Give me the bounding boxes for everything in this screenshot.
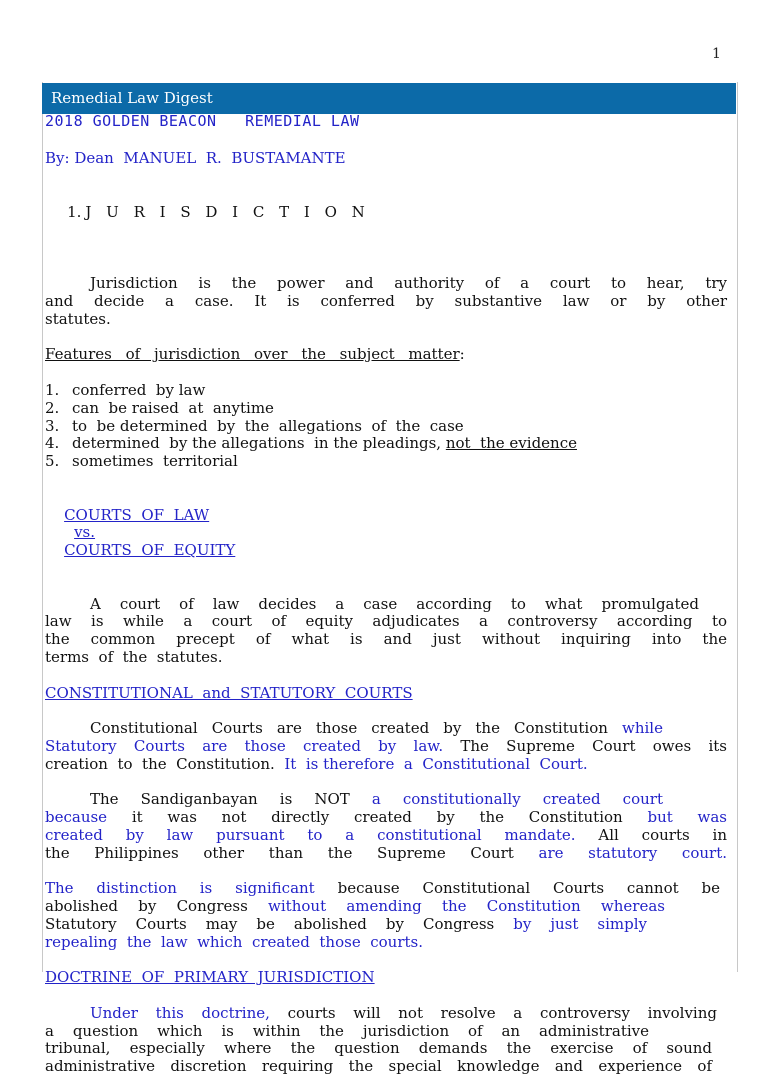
list-text: can be raised at anytime bbox=[72, 398, 274, 417]
section-number: 1. bbox=[67, 202, 82, 221]
list-number: 5. bbox=[45, 452, 60, 471]
features-heading-text: Features of jurisdiction over the subject matter bbox=[45, 345, 460, 364]
header-title: Remedial Law Digest bbox=[51, 89, 213, 107]
constitutional-heading-text: CONSTITUTIONAL and STATUTORY COURTS bbox=[45, 683, 413, 702]
list-item bbox=[45, 382, 727, 400]
paragraph-line: The Sandiganbayan is NOT a constitutionally created court bbox=[90, 790, 663, 809]
paragraph-line: creation to the Constitution. It is therefore a Constitutional Court. bbox=[45, 754, 588, 773]
list-number: 4. bbox=[45, 434, 60, 453]
paragraph-line: Statutory Courts may be abolished by Congress by just simply bbox=[45, 914, 647, 933]
paragraph-line: terms of the statutes. bbox=[45, 647, 223, 666]
doc-author: By: Dean MANUEL R. BUSTAMANTE bbox=[45, 148, 346, 167]
paragraph-line: tribunal, especially where the question demands the exercise of sound bbox=[45, 1039, 712, 1058]
list-number: 1. bbox=[45, 380, 60, 399]
list-text-underlined: not the evidence bbox=[445, 434, 577, 453]
constitutional-paragraph-1 bbox=[45, 720, 727, 773]
vs-label: vs. bbox=[74, 523, 96, 542]
paragraph-line: Statutory Courts are those created by law. The Supreme Court owes its bbox=[45, 736, 727, 755]
constitutional-paragraph-3 bbox=[45, 880, 727, 951]
header-bar bbox=[42, 83, 736, 114]
paragraph-line: Jurisdiction is the power and authority of a court to hear, try bbox=[90, 274, 727, 293]
section-heading bbox=[45, 186, 727, 239]
courts-of-equity-label: COURTS OF EQUITY bbox=[64, 541, 236, 560]
law-equity-paragraph bbox=[45, 596, 727, 667]
paragraph-line: A court of law decides a case according to what promulgated bbox=[90, 594, 699, 613]
paragraph-line: statutes. bbox=[45, 309, 111, 328]
jurisdiction-paragraph bbox=[45, 275, 727, 328]
doctrine-heading bbox=[45, 969, 727, 987]
features-list bbox=[45, 382, 727, 471]
paragraph-line: law is while a court of equity adjudicates a controversy according to bbox=[45, 612, 727, 631]
doc-title: 2018 GOLDEN BEACON REMEDIAL LAW bbox=[45, 112, 360, 130]
doctrine-heading-text: DOCTRINE OF PRIMARY JURISDICTION bbox=[45, 968, 375, 987]
list-item bbox=[45, 400, 727, 418]
list-item bbox=[45, 435, 727, 453]
paragraph-line: created by law pursuant to a constitutional mandate. All courts in bbox=[45, 825, 727, 844]
paragraph-line: Constitutional Courts are those created by the Constitution while bbox=[90, 719, 663, 738]
list-item bbox=[45, 453, 727, 471]
list-text: to be determined by the allegations of the case bbox=[72, 416, 464, 435]
list-number: 2. bbox=[45, 398, 60, 417]
document-body bbox=[45, 112, 727, 1076]
section-title: J U R I S D I C T I O N bbox=[85, 202, 370, 221]
features-colon: : bbox=[459, 345, 465, 364]
list-number: 3. bbox=[45, 416, 60, 435]
list-text: conferred by law bbox=[72, 380, 206, 399]
paragraph-line: the Philippines other than the Supreme Court are statutory court. bbox=[45, 843, 727, 862]
law-vs-equity-heading bbox=[45, 489, 727, 578]
paragraph-line: The distinction is significant because Constitutional Courts cannot be bbox=[45, 879, 720, 898]
paragraph-line: Under this doctrine, courts will not resolve a controversy involving bbox=[90, 1003, 717, 1022]
features-heading bbox=[45, 346, 727, 364]
list-text: determined by the allegations in the pleadings, bbox=[72, 434, 446, 453]
doctrine-paragraph bbox=[45, 1005, 727, 1076]
paragraph-line: repealing the law which created those courts. bbox=[45, 932, 423, 951]
paragraph-line: administrative discretion requiring the special knowledge and experience of bbox=[45, 1057, 712, 1076]
list-text: sometimes territorial bbox=[72, 452, 238, 471]
constitutional-heading bbox=[45, 685, 727, 703]
paragraph-line: because it was not directly created by the Constitution but was bbox=[45, 808, 727, 827]
paragraph-line: abolished by Congress without amending the Constitution whereas bbox=[45, 897, 665, 916]
list-item bbox=[45, 418, 727, 436]
paragraph-line: and decide a case. It is conferred by substantive law or by other bbox=[45, 291, 727, 310]
constitutional-paragraph-2 bbox=[45, 791, 727, 862]
paragraph-line: the common precept of what is and just without inquiring into the bbox=[45, 630, 727, 649]
paragraph-line: a question which is within the jurisdiction of an administrative bbox=[45, 1021, 649, 1040]
courts-of-law-label: COURTS OF LAW bbox=[64, 505, 210, 524]
page-number: 1 bbox=[712, 46, 721, 62]
